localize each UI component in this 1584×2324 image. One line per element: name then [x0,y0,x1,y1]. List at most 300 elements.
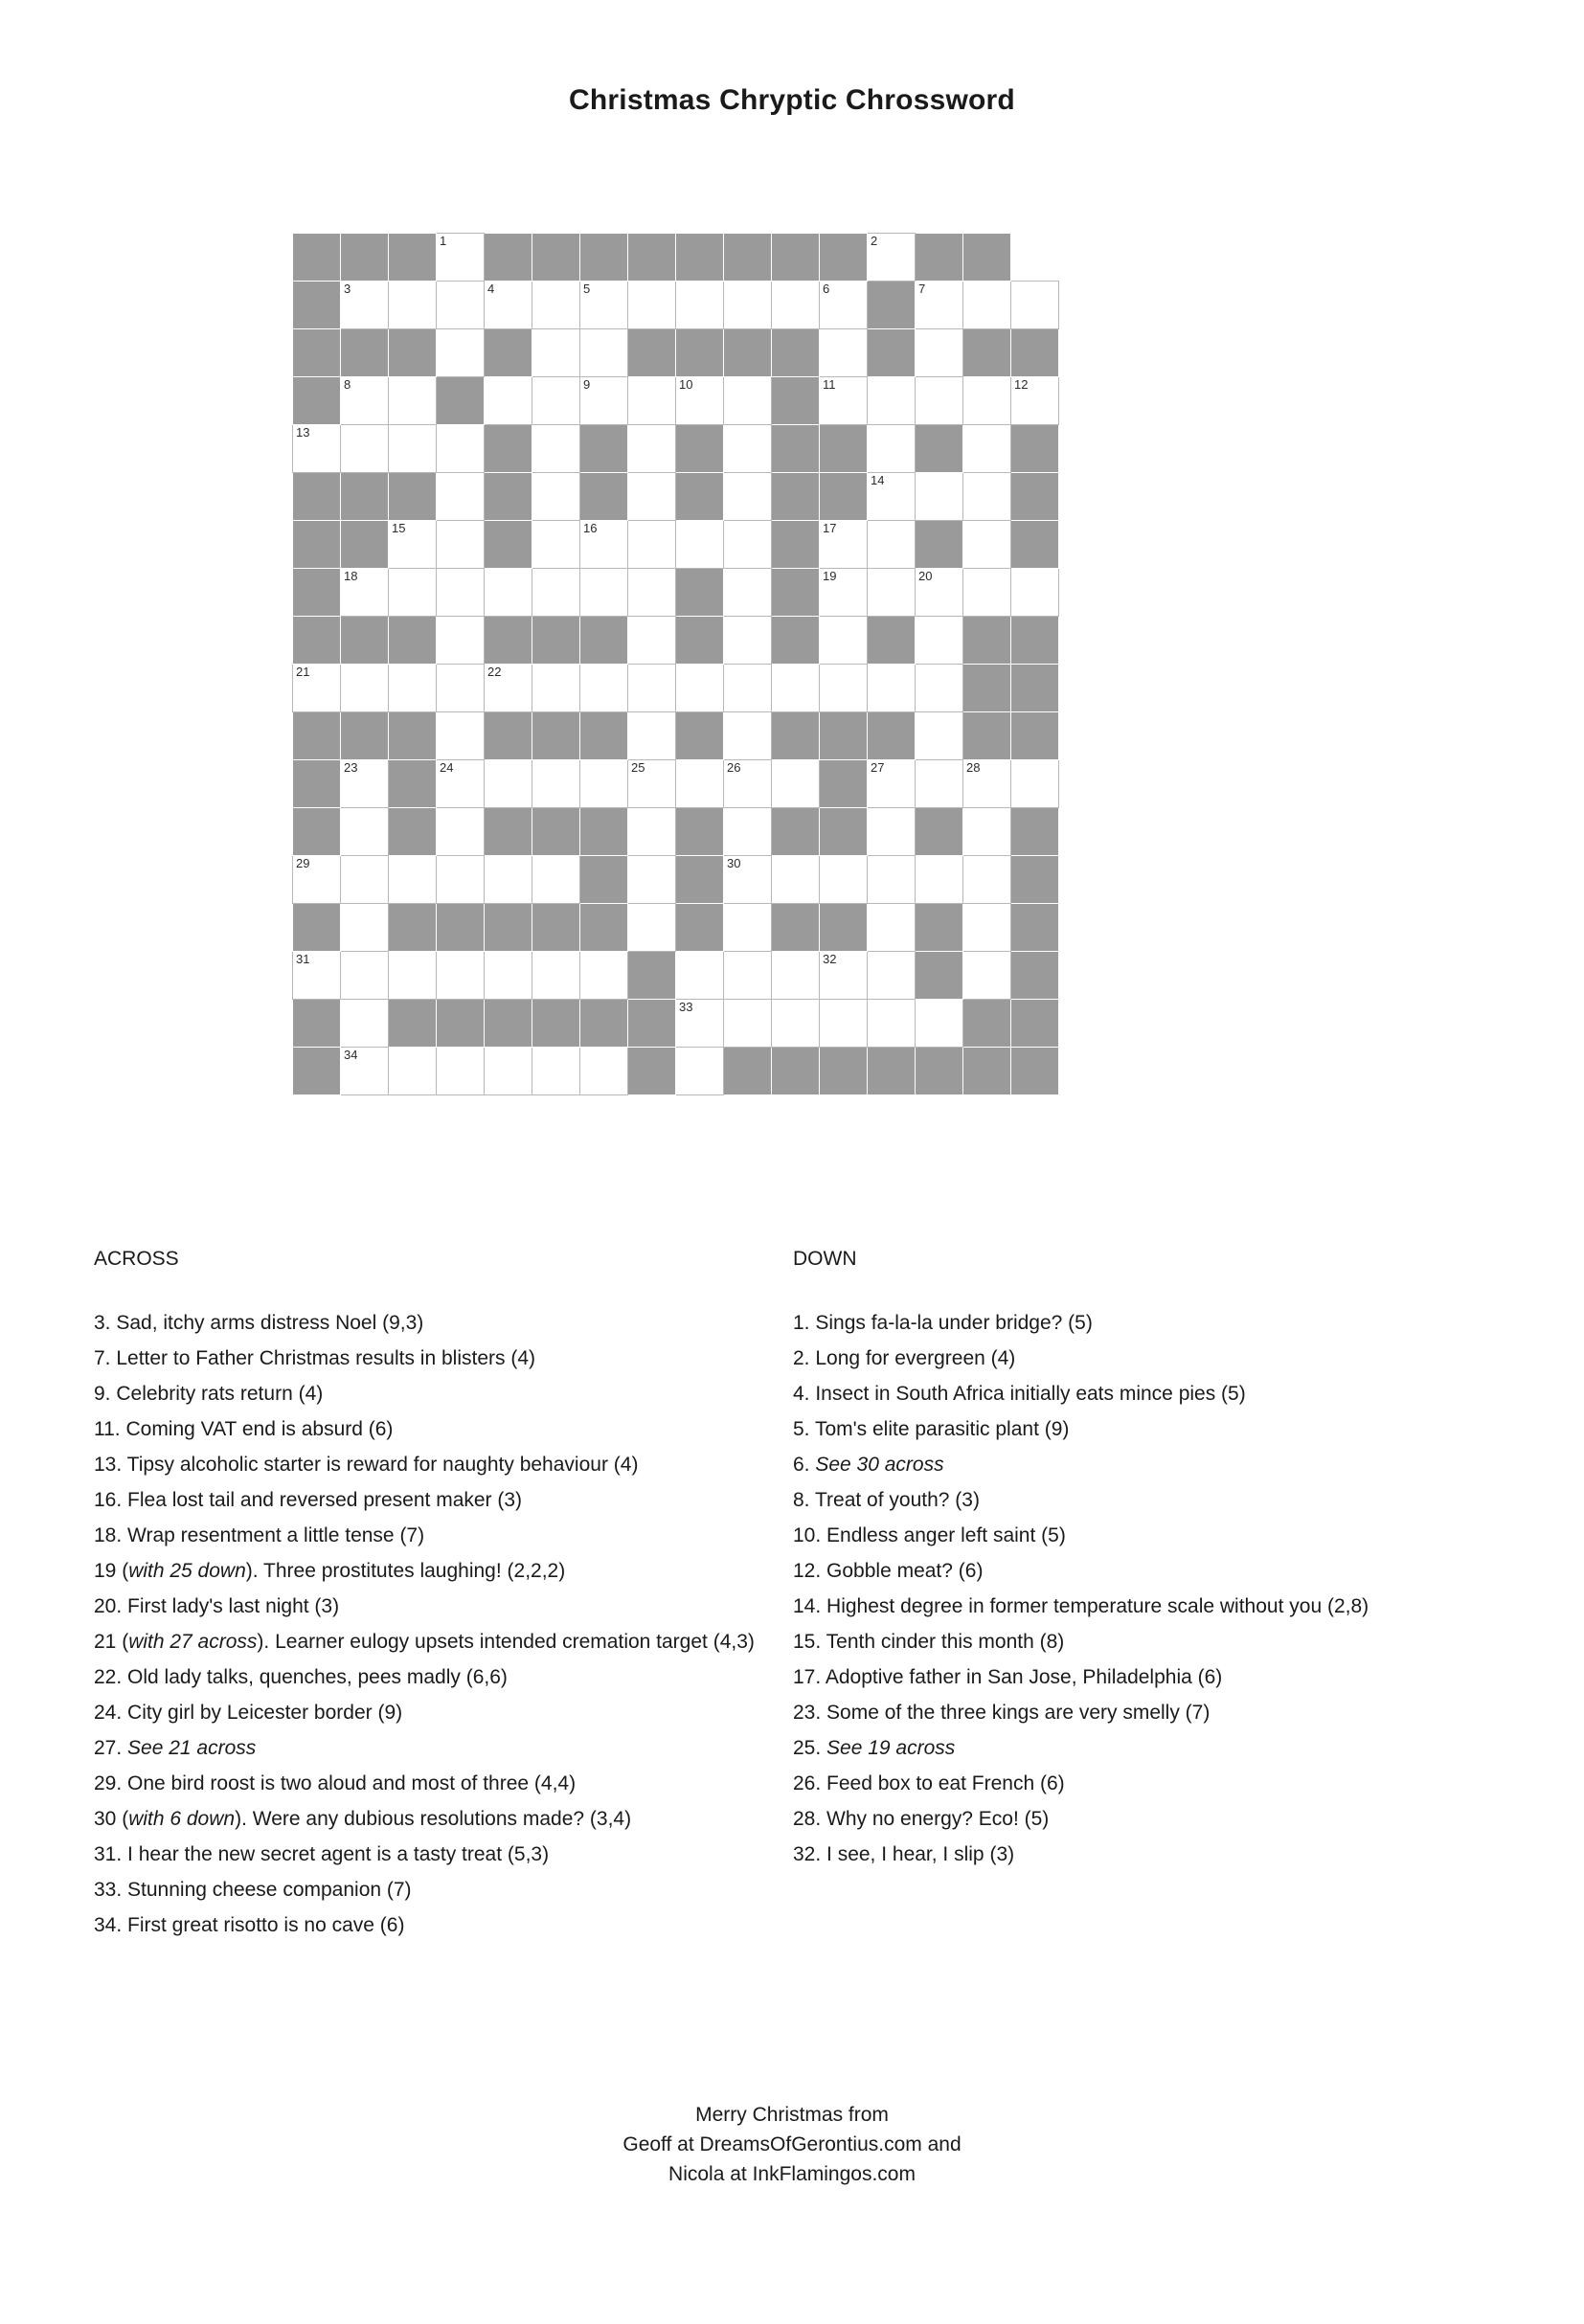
grid-cell-open[interactable] [628,473,676,521]
grid-cell-number: 20 [918,569,933,583]
grid-cell-open[interactable] [389,665,437,712]
grid-cell-open[interactable] [532,952,580,1000]
grid-cell-open[interactable] [868,425,916,473]
grid-cell-open[interactable] [389,856,437,904]
grid-cell-open[interactable] [963,569,1011,617]
grid-row [293,904,1059,952]
grid-cell-block [772,712,820,760]
grid-cell-number: 6 [823,282,830,296]
grid-cell-open[interactable] [963,473,1011,521]
grid-cell-open[interactable] [437,521,485,569]
grid-cell-number: 26 [727,760,741,775]
grid-cell-block [532,234,580,282]
grid-cell-open[interactable] [389,1048,437,1095]
grid-cell-open[interactable] [724,569,772,617]
grid-cell-open[interactable] [820,856,868,904]
grid-cell-open[interactable] [724,760,772,808]
clue-item[interactable]: 23. Some of the three kings are very smelly (7) [793,1702,1211,1724]
grid-cell-number: 28 [966,760,981,775]
grid-cell-open[interactable] [963,282,1011,329]
grid-cell-block [341,521,389,569]
grid-cell-open[interactable] [628,282,676,329]
grid-cell-open[interactable] [868,808,916,856]
grid-cell-block [724,329,772,377]
grid-cell-open[interactable] [437,617,485,665]
grid-cell-open[interactable] [868,234,916,282]
clue-item[interactable]: 27. See 21 across [94,1737,257,1759]
grid-cell-block [868,1048,916,1095]
crossword-grid[interactable] [292,233,1059,1095]
grid-cell-open[interactable] [724,473,772,521]
grid-cell-open[interactable] [963,952,1011,1000]
grid-cell-open[interactable] [916,1000,963,1048]
grid-cell-number: 24 [440,760,454,775]
grid-cell-number: 10 [679,377,693,392]
grid-cell-open[interactable] [485,569,532,617]
grid-cell-block [293,760,341,808]
grid-cell-open[interactable] [724,952,772,1000]
grid-cell-open[interactable] [580,1048,628,1095]
grid-row [293,1000,1059,1048]
grid-cell-block [293,617,341,665]
grid-cell-open[interactable] [437,808,485,856]
grid-cell-block [389,617,437,665]
grid-cell-number: 14 [871,473,885,487]
clue-item[interactable]: 2. Long for evergreen (4) [793,1347,1016,1369]
grid-cell-open[interactable] [293,856,341,904]
grid-cell-open[interactable] [341,282,389,329]
footer-line-3: Nicola at InkFlamingos.com [668,2163,916,2185]
grid-cell-open[interactable] [772,665,820,712]
grid-cell-open[interactable] [485,665,532,712]
crossword-grid-table[interactable] [292,233,1059,1095]
grid-cell-open[interactable] [628,808,676,856]
grid-cell-open[interactable] [916,617,963,665]
grid-cell-number: 27 [871,760,885,775]
grid-cell-open[interactable] [628,617,676,665]
grid-cell-open[interactable] [532,425,580,473]
grid-row [293,329,1059,377]
grid-cell-open[interactable] [676,665,724,712]
grid-cell-open[interactable] [628,856,676,904]
grid-cell-number: 34 [344,1048,358,1062]
grid-cell-open[interactable] [772,952,820,1000]
grid-cell-block [1011,329,1059,377]
grid-cell-number: 1 [440,234,447,248]
clue-item[interactable]: 29. One bird roost is two aloud and most of three (4,4) [94,1772,577,1794]
across-column [94,1248,764,1949]
grid-cell-open[interactable] [341,569,389,617]
grid-cell-open[interactable] [820,377,868,425]
grid-cell-open[interactable] [820,521,868,569]
grid-cell-open[interactable] [341,760,389,808]
grid-cell-block [820,1048,868,1095]
grid-cell-open[interactable] [580,329,628,377]
grid-row [293,952,1059,1000]
grid-cell-open[interactable] [437,282,485,329]
grid-cell-block [820,760,868,808]
grid-cell-open[interactable] [293,952,341,1000]
grid-cell-open[interactable] [724,856,772,904]
grid-cell-open[interactable] [628,665,676,712]
grid-cell-open[interactable] [963,904,1011,952]
grid-cell-open[interactable] [532,282,580,329]
grid-cell-block [580,808,628,856]
grid-cell-number: 17 [823,521,837,535]
grid-cell-block [676,808,724,856]
grid-cell-open[interactable] [580,282,628,329]
clue-item[interactable]: 22. Old lady talks, quenches, pees madly (6,6) [94,1666,508,1688]
grid-cell-open[interactable] [676,1000,724,1048]
grid-cell-number: 7 [918,282,926,296]
grid-cell-open[interactable] [868,569,916,617]
grid-cell-open[interactable] [963,808,1011,856]
grid-cell-open[interactable] [916,329,963,377]
grid-cell-open[interactable] [580,665,628,712]
grid-cell-open[interactable] [341,1048,389,1095]
grid-cell-open[interactable] [676,377,724,425]
grid-cell-open[interactable] [724,425,772,473]
grid-cell-open[interactable] [963,760,1011,808]
grid-cell-number: 18 [344,569,358,583]
grid-cell-block [389,234,437,282]
grid-cell-block [485,617,532,665]
grid-cell-open[interactable] [868,760,916,808]
grid-cell-open[interactable] [580,521,628,569]
clue-item[interactable]: 1. Sings fa-la-la under bridge? (5) [793,1312,1093,1334]
grid-cell-open[interactable] [1011,760,1059,808]
grid-cell-open[interactable] [676,1048,724,1095]
clue-item[interactable]: 34. First great risotto is no cave (6) [94,1914,405,1936]
grid-cell-block [963,329,1011,377]
grid-cell-block [963,1000,1011,1048]
grid-cell-open[interactable] [868,521,916,569]
grid-cell-open[interactable] [963,521,1011,569]
grid-cell-block [772,521,820,569]
clue-item[interactable]: 3. Sad, itchy arms distress Noel (9,3) [94,1312,424,1334]
grid-cell-open[interactable] [389,377,437,425]
grid-cell-block [772,234,820,282]
grid-cell-open[interactable] [437,665,485,712]
grid-cell-number: 16 [583,521,598,535]
grid-cell-open[interactable] [916,712,963,760]
grid-cell-open[interactable] [580,569,628,617]
grid-cell-block [676,904,724,952]
grid-cell-block [341,473,389,521]
grid-cell-open[interactable] [916,473,963,521]
grid-cell-block [628,1048,676,1095]
grid-cell-open[interactable] [1011,282,1059,329]
grid-cell-open[interactable] [820,952,868,1000]
grid-cell-block [628,329,676,377]
grid-cell-open[interactable] [820,282,868,329]
grid-cell-block [676,856,724,904]
grid-cell-open[interactable] [916,569,963,617]
clue-item[interactable]: 13. Tipsy alcoholic starter is reward for naughty behaviour (4) [94,1454,639,1476]
grid-cell-open[interactable] [868,856,916,904]
grid-cell-open[interactable] [293,665,341,712]
grid-cell-block [580,904,628,952]
clue-item[interactable]: 20. First lady's last night (3) [94,1595,340,1617]
grid-cell-block [1011,1048,1059,1095]
grid-cell-open[interactable] [916,760,963,808]
clue-item[interactable]: 5. Tom's elite parasitic plant (9) [793,1418,1070,1440]
grid-cell-open[interactable] [772,1000,820,1048]
grid-cell-open[interactable] [437,234,485,282]
grid-cell-open[interactable] [676,282,724,329]
grid-cell-open[interactable] [341,665,389,712]
grid-cell-open[interactable] [628,760,676,808]
grid-cell-open[interactable] [341,1000,389,1048]
grid-cell-open[interactable] [532,329,580,377]
grid-cell-block [916,425,963,473]
grid-cell-block [868,712,916,760]
grid-row [293,760,1059,808]
grid-cell-open[interactable] [341,904,389,952]
grid-cell-open[interactable] [820,329,868,377]
grid-cell-open[interactable] [580,952,628,1000]
clue-item[interactable]: 18. Wrap resentment a little tense (7) [94,1524,425,1546]
grid-cell-open[interactable] [868,952,916,1000]
grid-cell-open[interactable] [341,952,389,1000]
grid-cell-block [485,808,532,856]
grid-cell-block [485,712,532,760]
grid-cell-open[interactable] [628,569,676,617]
grid-cell-block [1011,521,1059,569]
grid-row [293,234,1059,282]
grid-cell-open[interactable] [628,904,676,952]
grid-cell-open[interactable] [437,473,485,521]
grid-cell-block [916,1048,963,1095]
grid-cell-open[interactable] [532,856,580,904]
grid-cell-open[interactable] [341,856,389,904]
grid-cell-open[interactable] [628,425,676,473]
grid-cell-open[interactable] [868,665,916,712]
grid-cell-block [1011,904,1059,952]
footer-line-2: Geoff at DreamsOfGerontius.com and [622,2133,962,2155]
grid-cell-open[interactable] [437,425,485,473]
clue-item[interactable]: 9. Celebrity rats return (4) [94,1383,324,1405]
grid-cell-block [532,808,580,856]
grid-cell-open[interactable] [772,282,820,329]
grid-cell-block [293,473,341,521]
grid-cell-open[interactable] [580,377,628,425]
grid-cell-open[interactable] [724,617,772,665]
grid-cell-open[interactable] [437,760,485,808]
grid-cell-open[interactable] [437,569,485,617]
grid-cell-open[interactable] [916,282,963,329]
grid-cell-open[interactable] [916,377,963,425]
grid-cell-open[interactable] [485,377,532,425]
grid-cell-block [676,329,724,377]
grid-cell-open[interactable] [820,617,868,665]
grid-cell-open[interactable] [676,952,724,1000]
down-heading: DOWN [793,1248,857,1270]
grid-cell-number: 19 [823,569,837,583]
clue-item[interactable]: 28. Why no energy? Eco! (5) [793,1808,1050,1830]
clue-item[interactable]: 10. Endless anger left saint (5) [793,1524,1066,1546]
grid-cell-open[interactable] [772,760,820,808]
grid-cell-open[interactable] [437,329,485,377]
grid-cell-open[interactable] [868,377,916,425]
clue-item[interactable]: 11. Coming VAT end is absurd (6) [94,1418,394,1440]
grid-cell-open[interactable] [724,377,772,425]
grid-cell-open[interactable] [916,665,963,712]
grid-cell-open[interactable] [437,712,485,760]
grid-cell-block [485,234,532,282]
grid-cell-open[interactable] [820,1000,868,1048]
clue-item[interactable]: 17. Adoptive father in San Jose, Philadelphia (6) [793,1666,1223,1688]
grid-cell-block [676,569,724,617]
grid-cell-block [628,1000,676,1048]
grid-cell-open[interactable] [868,1000,916,1048]
grid-cell-open[interactable] [628,712,676,760]
clue-item[interactable]: 15. Tenth cinder this month (8) [793,1631,1065,1653]
grid-cell-open[interactable] [341,808,389,856]
grid-cell-block [293,282,341,329]
grid-cell-block [341,329,389,377]
grid-cell-block [820,234,868,282]
grid-cell-open[interactable] [437,856,485,904]
grid-row [293,712,1059,760]
grid-cell-open[interactable] [1011,569,1059,617]
grid-cell-open[interactable] [485,282,532,329]
grid-cell-block [772,569,820,617]
grid-cell-open[interactable] [724,282,772,329]
grid-cell-open[interactable] [341,425,389,473]
grid-cell-block [293,377,341,425]
grid-cell-open[interactable] [532,473,580,521]
grid-cell-open[interactable] [963,377,1011,425]
crossword-page [0,84,1584,2324]
clue-item[interactable]: 21 (with 27 across). Learner eulogy upsets intended cremation target (4,3) [94,1631,755,1653]
grid-cell-open[interactable] [724,1000,772,1048]
clue-item[interactable]: 4. Insect in South Africa initially eats mince pies (5) [793,1383,1246,1405]
grid-cell-open[interactable] [772,856,820,904]
grid-cell-open[interactable] [628,521,676,569]
grid-row [293,617,1059,665]
grid-cell-open[interactable] [676,760,724,808]
clue-item[interactable]: 16. Flea lost tail and reversed present maker (3) [94,1489,523,1511]
grid-cell-open[interactable] [437,952,485,1000]
grid-cell-block [963,1048,1011,1095]
clue-item[interactable]: 19 (with 25 down). Three prostitutes laughing! (2,2,2) [94,1560,566,1582]
grid-cell-block [389,760,437,808]
grid-cell-block [341,617,389,665]
grid-cell-block [580,856,628,904]
grid-cell-open[interactable] [916,856,963,904]
clue-item[interactable]: 8. Treat of youth? (3) [793,1489,980,1511]
grid-cell-open[interactable] [485,760,532,808]
grid-cell-open[interactable] [389,282,437,329]
grid-cell-block [963,617,1011,665]
grid-cell-open[interactable] [389,569,437,617]
grid-cell-open[interactable] [868,473,916,521]
grid-cell-block [868,617,916,665]
grid-cell-block [389,712,437,760]
grid-row [293,1048,1059,1095]
grid-cell-block [389,329,437,377]
clue-item[interactable]: 33. Stunning cheese companion (7) [94,1879,412,1901]
grid-cell-block [389,904,437,952]
grid-cell-open[interactable] [580,760,628,808]
clue-item[interactable]: 14. Highest degree in former temperature scale without you (2,8) [793,1595,1369,1617]
grid-cell-open[interactable] [820,665,868,712]
clue-item[interactable]: 25. See 19 across [793,1737,956,1759]
clue-item[interactable]: 32. I see, I hear, I slip (3) [793,1843,1015,1865]
grid-cell-open[interactable] [341,377,389,425]
grid-cell-open[interactable] [389,952,437,1000]
grid-cell-open[interactable] [724,808,772,856]
grid-cell-open[interactable] [963,856,1011,904]
clue-item[interactable]: 7. Letter to Father Christmas results in blisters (4) [94,1347,535,1369]
grid-cell-open[interactable] [485,856,532,904]
grid-cell-block [916,808,963,856]
grid-cell-open[interactable] [1011,377,1059,425]
grid-cell-number: 32 [823,952,837,966]
grid-cell-open[interactable] [724,712,772,760]
grid-cell-open[interactable] [963,425,1011,473]
grid-cell-open[interactable] [724,665,772,712]
grid-cell-open[interactable] [389,425,437,473]
grid-cell-open[interactable] [868,904,916,952]
grid-cell-open[interactable] [532,760,580,808]
grid-cell-open[interactable] [389,521,437,569]
grid-cell-block [772,377,820,425]
grid-cell-block [916,234,963,282]
grid-cell-block [772,904,820,952]
grid-cell-open[interactable] [532,377,580,425]
grid-cell-open[interactable] [485,952,532,1000]
grid-cell-block [628,952,676,1000]
clue-item[interactable]: 31. I hear the new secret agent is a tasty treat (5,3) [94,1843,550,1865]
clue-item[interactable]: 26. Feed box to eat French (6) [793,1772,1065,1794]
grid-cell-block [676,617,724,665]
grid-cell-block [293,569,341,617]
grid-cell-block [772,808,820,856]
grid-cell-open[interactable] [485,1048,532,1095]
grid-cell-block [485,473,532,521]
grid-cell-open[interactable] [532,569,580,617]
grid-cell-open[interactable] [676,521,724,569]
grid-cell-open[interactable] [628,377,676,425]
grid-cell-open[interactable] [532,665,580,712]
grid-cell-block [485,425,532,473]
grid-cell-block [1011,712,1059,760]
grid-cell-open[interactable] [724,521,772,569]
grid-cell-block [341,712,389,760]
grid-cell-open[interactable] [437,1048,485,1095]
clue-item[interactable]: 12. Gobble meat? (6) [793,1560,984,1582]
grid-cell-block [485,904,532,952]
grid-cell-open[interactable] [293,425,341,473]
grid-cell-open[interactable] [532,1048,580,1095]
grid-cell-block [437,377,485,425]
grid-cell-open[interactable] [532,521,580,569]
grid-cell-block [341,234,389,282]
grid-cell-block [772,329,820,377]
grid-cell-block [868,282,916,329]
grid-cell-block [485,521,532,569]
clue-item[interactable]: 6. See 30 across [793,1454,944,1476]
grid-cell-open[interactable] [724,904,772,952]
clue-item[interactable]: 24. City girl by Leicester border (9) [94,1702,403,1724]
grid-row [293,377,1059,425]
clue-item[interactable]: 30 (with 6 down). Were any dubious resolutions made? (3,4) [94,1808,632,1830]
grid-cell-open[interactable] [820,569,868,617]
grid-cell-number: 9 [583,377,591,392]
grid-cell-block [293,712,341,760]
